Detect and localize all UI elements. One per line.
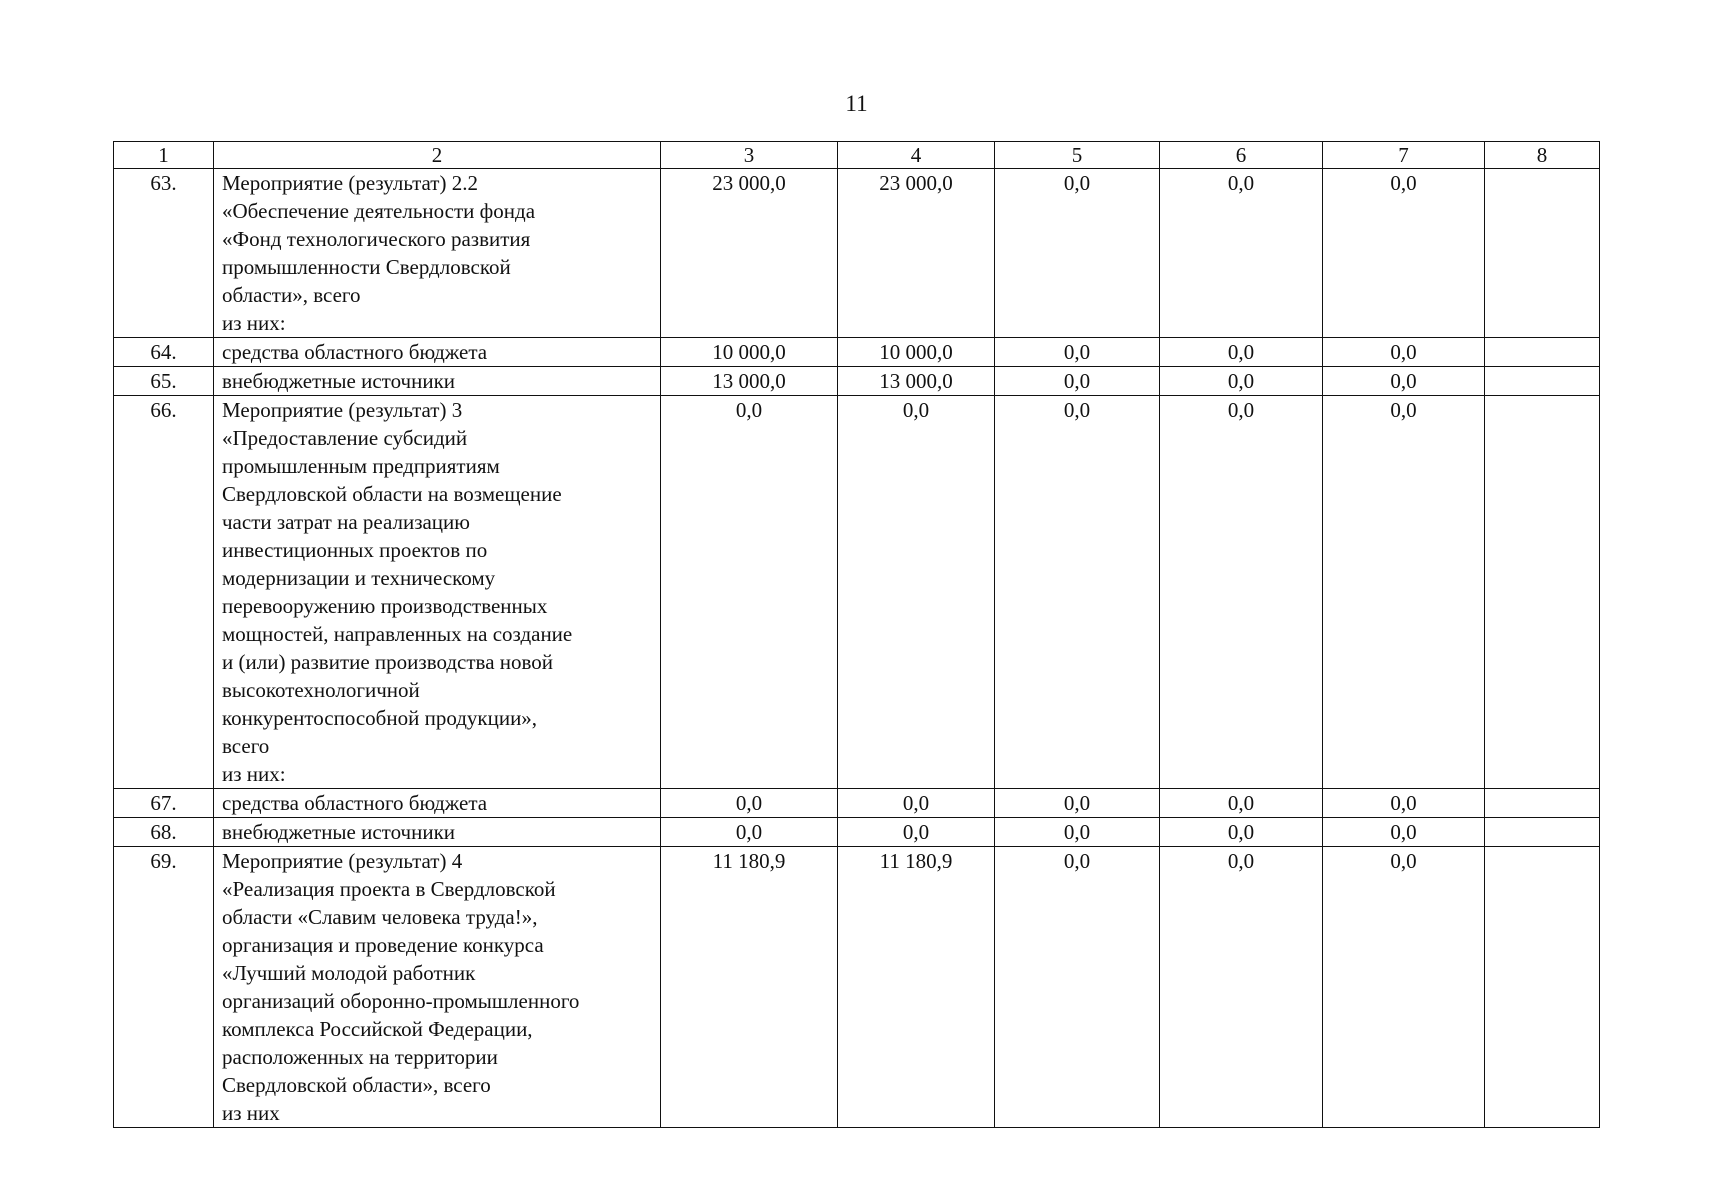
table-row <box>114 789 1600 818</box>
column-number: 7 <box>1323 142 1485 169</box>
value-cell <box>1485 169 1600 338</box>
value-cell: 0,0 <box>995 367 1160 396</box>
column-number: 1 <box>114 142 214 169</box>
value-cell: 0,0 <box>995 847 1160 1128</box>
column-number: 6 <box>1160 142 1323 169</box>
value-cell: 0,0 <box>1160 338 1323 367</box>
value-cell: 0,0 <box>1323 169 1485 338</box>
value-cell: 0,0 <box>1160 396 1323 789</box>
value-cell: 0,0 <box>1323 818 1485 847</box>
table-row <box>114 338 1600 367</box>
page-number: 11 <box>845 91 868 116</box>
table-row <box>114 367 1600 396</box>
value-cell: 0,0 <box>1323 789 1485 818</box>
value-cell: 23 000,0 <box>661 169 838 338</box>
value-cell: 0,0 <box>838 818 995 847</box>
value-cell: 0,0 <box>661 789 838 818</box>
value-cell: 11 180,9 <box>838 847 995 1128</box>
value-cell: 0,0 <box>1323 367 1485 396</box>
value-cell <box>1485 847 1600 1128</box>
value-cell <box>1485 396 1600 789</box>
value-cell: 0,0 <box>1160 169 1323 338</box>
row-number: 63. <box>114 169 214 338</box>
row-number: 65. <box>114 367 214 396</box>
value-cell: 0,0 <box>1160 789 1323 818</box>
value-cell <box>1485 789 1600 818</box>
value-cell: 0,0 <box>1160 818 1323 847</box>
value-cell <box>1485 338 1600 367</box>
row-name: внебюджетные источники <box>214 818 661 847</box>
value-cell: 0,0 <box>838 789 995 818</box>
row-number: 67. <box>114 789 214 818</box>
value-cell <box>1485 818 1600 847</box>
table-row <box>114 169 1600 338</box>
value-cell: 13 000,0 <box>661 367 838 396</box>
row-name: внебюджетные источники <box>214 367 661 396</box>
table-row <box>114 847 1600 1128</box>
value-cell: 0,0 <box>1160 847 1323 1128</box>
row-name: средства областного бюджета <box>214 338 661 367</box>
value-cell: 0,0 <box>1323 338 1485 367</box>
row-name: Мероприятие (результат) 3 «Предоставление субсидий промышленным предприятиям Свердловской области на возмещение части затрат на реализацию инвестиционных проектов по модернизации и техническому перевооружению производственных мощностей, направленных на создание и (или) развитие производства новой высокотехнологичной конкурентоспособной продукции», всего из них: <box>214 396 661 789</box>
budget-table <box>113 141 1600 1128</box>
value-cell: 0,0 <box>995 818 1160 847</box>
column-number: 5 <box>995 142 1160 169</box>
value-cell: 10 000,0 <box>661 338 838 367</box>
value-cell: 0,0 <box>1160 367 1323 396</box>
value-cell: 0,0 <box>661 818 838 847</box>
value-cell: 10 000,0 <box>838 338 995 367</box>
column-number: 8 <box>1485 142 1600 169</box>
row-name: средства областного бюджета <box>214 789 661 818</box>
value-cell: 0,0 <box>838 396 995 789</box>
row-name: Мероприятие (результат) 2.2 «Обеспечение деятельности фонда «Фонд технологического развития промышленности Свердловской области», всего из них: <box>214 169 661 338</box>
row-number: 66. <box>114 396 214 789</box>
column-number: 2 <box>214 142 661 169</box>
row-number: 68. <box>114 818 214 847</box>
column-number: 3 <box>661 142 838 169</box>
value-cell: 11 180,9 <box>661 847 838 1128</box>
column-number-row <box>114 142 1600 169</box>
value-cell: 0,0 <box>995 789 1160 818</box>
table-row <box>114 818 1600 847</box>
table-row <box>114 396 1600 789</box>
value-cell <box>1485 367 1600 396</box>
value-cell: 23 000,0 <box>838 169 995 338</box>
row-number: 64. <box>114 338 214 367</box>
value-cell: 0,0 <box>995 396 1160 789</box>
value-cell: 0,0 <box>995 338 1160 367</box>
value-cell: 13 000,0 <box>838 367 995 396</box>
value-cell: 0,0 <box>1323 847 1485 1128</box>
value-cell: 0,0 <box>661 396 838 789</box>
column-number: 4 <box>838 142 995 169</box>
value-cell: 0,0 <box>995 169 1160 338</box>
row-name: Мероприятие (результат) 4 «Реализация проекта в Свердловской области «Славим человека труда!», организация и проведение конкурса «Лучший молодой работник организаций оборонно-промышленного комплекса Российской Федерации, расположенных на территории Свердловской области», всего из них <box>214 847 661 1128</box>
row-number: 69. <box>114 847 214 1128</box>
value-cell: 0,0 <box>1323 396 1485 789</box>
